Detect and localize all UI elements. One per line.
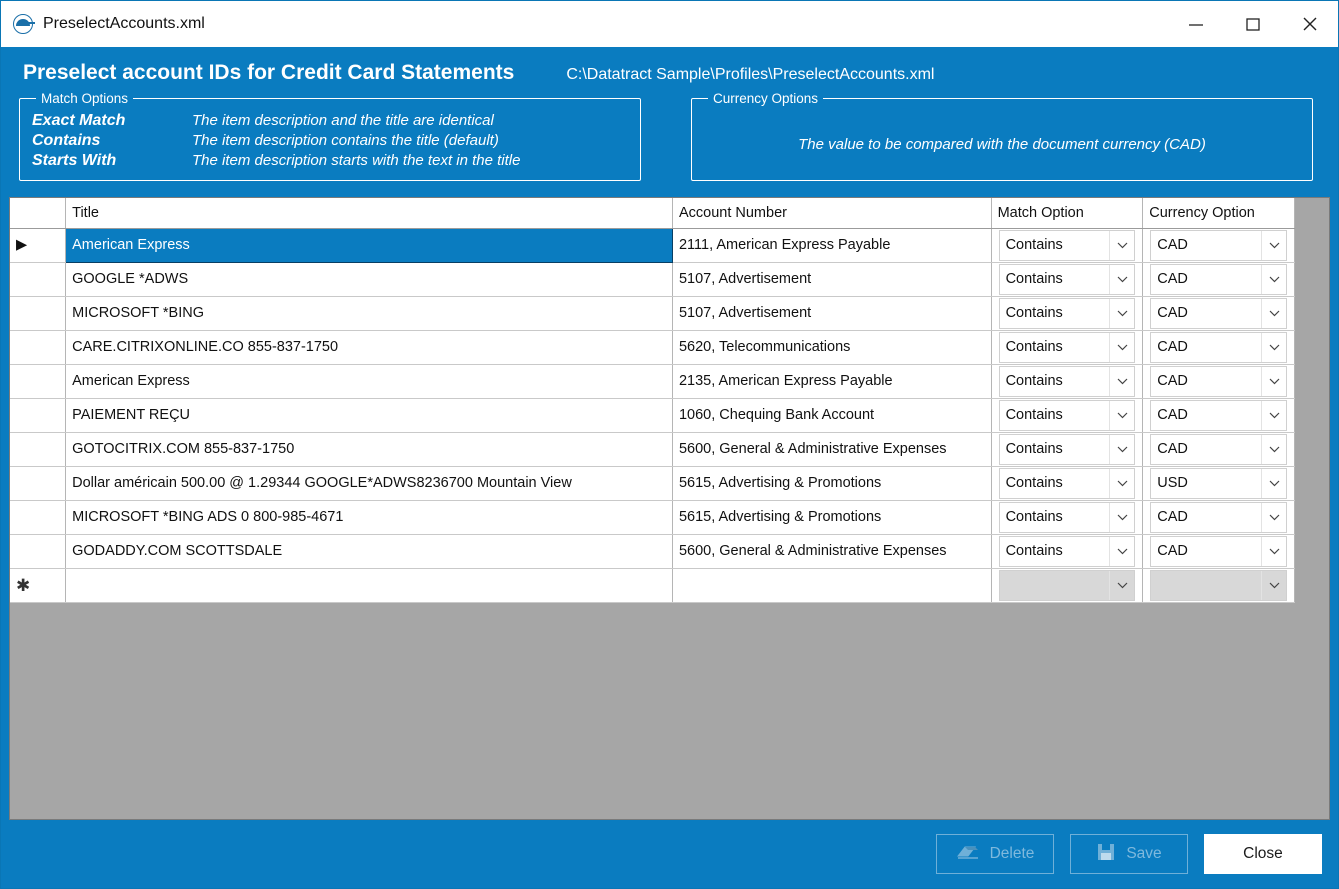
match-option-combo[interactable] (999, 536, 1136, 567)
chevron-down-icon[interactable] (1261, 503, 1286, 532)
chevron-down-icon[interactable] (1109, 469, 1134, 498)
currency-option-value: CAD (1157, 441, 1188, 457)
table-row[interactable] (10, 466, 1295, 500)
cell-account-number[interactable]: 5107, Advertisement (672, 262, 991, 296)
cell-currency-option[interactable] (1143, 296, 1295, 330)
chevron-down-icon[interactable] (1261, 299, 1286, 328)
chevron-down-icon[interactable] (1261, 333, 1286, 362)
window-controls (1167, 1, 1338, 47)
currency-option-value: CAD (1157, 543, 1188, 559)
chevron-down-icon[interactable] (1261, 231, 1286, 260)
currency-option-combo[interactable] (1150, 468, 1287, 499)
cell-title[interactable]: CARE.CITRIXONLINE.CO 855-837-1750 (66, 330, 673, 364)
match-option-value: Contains (1005, 373, 1063, 389)
table-row[interactable] (10, 364, 1295, 398)
column-header-title[interactable]: Title (66, 198, 673, 228)
cell-account-number[interactable]: 5107, Advertisement (672, 296, 991, 330)
cell-match-option[interactable] (991, 398, 1143, 432)
currency-option-value: CAD (1157, 305, 1188, 321)
table-row[interactable] (10, 330, 1295, 364)
cell-currency-option[interactable] (1143, 466, 1295, 500)
currency-option-combo[interactable] (1150, 264, 1287, 295)
table-body (10, 228, 1295, 602)
currency-options-legend: Currency Options (713, 91, 819, 106)
cell-title[interactable]: MICROSOFT *BING (66, 296, 673, 330)
table-new-row[interactable] (10, 568, 1295, 602)
currency-option-value: CAD (1157, 237, 1188, 253)
chevron-down-icon[interactable] (1261, 435, 1286, 464)
match-options-list (32, 112, 628, 170)
match-option-value: Contains (1005, 305, 1063, 321)
chevron-down-icon[interactable] (1261, 265, 1286, 294)
table-row[interactable] (10, 296, 1295, 330)
row-marker (10, 398, 66, 432)
chevron-down-icon[interactable] (1109, 503, 1134, 532)
currency-option-combo[interactable] (1150, 570, 1287, 601)
row-marker (10, 262, 66, 296)
cell-title[interactable]: American Express (66, 364, 673, 398)
save-button[interactable] (1070, 834, 1188, 874)
chevron-down-icon[interactable] (1109, 571, 1134, 600)
currency-option-combo[interactable] (1150, 536, 1287, 567)
cell-title[interactable]: Dollar américain 500.00 @ 1.29344 GOOGLE*ADWS8236700 Mountain View (66, 466, 673, 500)
table-header-row (10, 198, 1295, 228)
media-player-icon (13, 14, 33, 34)
cell-account-number[interactable]: 5620, Telecommunications (672, 330, 991, 364)
chevron-down-icon[interactable] (1261, 401, 1286, 430)
cell-currency-option[interactable] (1143, 534, 1295, 568)
cell-account-number[interactable]: 1060, Chequing Bank Account (672, 398, 991, 432)
cell-account-number[interactable]: 5600, General & Administrative Expenses (672, 432, 991, 466)
table-row[interactable] (10, 432, 1295, 466)
row-marker (10, 330, 66, 364)
currency-option-combo[interactable] (1150, 366, 1287, 397)
match-options-legend: Match Options (41, 91, 129, 106)
match-option-combo[interactable] (999, 230, 1136, 261)
match-option-desc: The item description starts with the text in the title (192, 152, 521, 169)
close-button-label: Close (1243, 845, 1283, 862)
row-marker (10, 500, 66, 534)
floppy-disk-icon (1096, 842, 1116, 867)
currency-option-combo[interactable] (1150, 298, 1287, 329)
cell-account-number[interactable] (672, 568, 991, 602)
cell-account-number[interactable]: 5600, General & Administrative Expenses (672, 534, 991, 568)
new-row-marker: ✱ (10, 568, 66, 602)
header-area (1, 47, 1338, 187)
chevron-down-icon[interactable] (1109, 333, 1134, 362)
match-option-combo[interactable] (999, 468, 1136, 499)
match-options-group (19, 91, 641, 181)
cell-currency-option[interactable] (1143, 568, 1295, 602)
match-option-value: Contains (1005, 271, 1063, 287)
cell-currency-option[interactable] (1143, 330, 1295, 364)
chevron-down-icon[interactable] (1109, 265, 1134, 294)
match-option-term: Contains (32, 132, 101, 149)
match-option-combo[interactable] (999, 298, 1136, 329)
cell-match-option[interactable] (991, 432, 1143, 466)
row-marker (10, 364, 66, 398)
chevron-down-icon[interactable] (1261, 469, 1286, 498)
currency-option-value: CAD (1157, 339, 1188, 355)
minimize-icon[interactable] (1167, 1, 1224, 47)
file-path: C:\Datatract Sample\Profiles\PreselectAccounts.xml (566, 66, 935, 83)
chevron-down-icon[interactable] (1109, 231, 1134, 260)
currency-option-combo[interactable] (1150, 230, 1287, 261)
currency-options-group (691, 91, 1313, 181)
match-option-value: Contains (1005, 407, 1063, 423)
match-option-value: Contains (1005, 339, 1063, 355)
cell-account-number[interactable]: 5615, Advertising & Promotions (672, 466, 991, 500)
cell-currency-option[interactable] (1143, 432, 1295, 466)
column-header-match-option[interactable]: Match Option (991, 198, 1143, 228)
chevron-down-icon[interactable] (1261, 571, 1286, 600)
cell-match-option[interactable] (991, 330, 1143, 364)
cell-title[interactable]: GODADDY.COM SCOTTSDALE (66, 534, 673, 568)
cell-title[interactable]: GOOGLE *ADWS (66, 262, 673, 296)
maximize-icon[interactable] (1224, 1, 1281, 47)
currency-option-value: USD (1157, 475, 1188, 491)
delete-button[interactable] (936, 834, 1054, 874)
cell-account-number[interactable]: 2111, American Express Payable (672, 228, 991, 262)
table-row[interactable] (10, 500, 1295, 534)
chevron-down-icon[interactable] (1109, 367, 1134, 396)
cell-match-option[interactable] (991, 568, 1143, 602)
currency-option-value: CAD (1157, 271, 1188, 287)
page-title: Preselect account IDs for Credit Card Statements (23, 61, 515, 84)
match-option-combo[interactable] (999, 502, 1136, 533)
cell-account-number[interactable]: 5615, Advertising & Promotions (672, 500, 991, 534)
currency-option-value: CAD (1157, 407, 1188, 423)
footer-bar (1, 820, 1338, 888)
currency-option-combo[interactable] (1150, 502, 1287, 533)
match-option-combo[interactable] (999, 434, 1136, 465)
preselect-accounts-table (10, 198, 1295, 603)
match-option-term: Exact Match (32, 112, 126, 129)
cell-title[interactable] (66, 568, 673, 602)
cell-match-option[interactable] (991, 466, 1143, 500)
chevron-down-icon[interactable] (1109, 435, 1134, 464)
row-marker (10, 296, 66, 330)
currency-options-text: The value to be compared with the document currency (CAD) (798, 136, 1206, 153)
match-option-combo[interactable] (999, 400, 1136, 431)
match-option-combo[interactable] (999, 366, 1136, 397)
title-bar (1, 1, 1338, 47)
cell-title[interactable]: American Express (66, 228, 673, 262)
chevron-down-icon[interactable] (1261, 537, 1286, 566)
chevron-down-icon[interactable] (1261, 367, 1286, 396)
currency-option-combo[interactable] (1150, 400, 1287, 431)
table-row[interactable] (10, 228, 1295, 262)
table-row[interactable] (10, 262, 1295, 296)
close-icon[interactable] (1281, 1, 1338, 47)
match-option-combo[interactable] (999, 570, 1136, 601)
match-option-desc: The item description contains the title (default) (192, 132, 499, 149)
table-row[interactable] (10, 534, 1295, 568)
options-groups (1, 91, 1338, 181)
match-option-value: Contains (1005, 509, 1063, 525)
match-option-value: Contains (1005, 543, 1063, 559)
match-option-desc: The item description and the title are identical (192, 112, 494, 129)
chevron-down-icon[interactable] (1109, 401, 1134, 430)
cell-currency-option[interactable] (1143, 398, 1295, 432)
cell-currency-option[interactable] (1143, 500, 1295, 534)
column-header-marker[interactable] (10, 198, 66, 228)
save-button-label: Save (1126, 845, 1162, 862)
cell-currency-option[interactable] (1143, 364, 1295, 398)
match-option-value: Contains (1005, 237, 1063, 253)
row-marker (10, 466, 66, 500)
chevron-down-icon[interactable] (1109, 537, 1134, 566)
currency-option-combo[interactable] (1150, 332, 1287, 363)
close-button[interactable] (1204, 834, 1322, 874)
match-option-value: Contains (1005, 475, 1063, 491)
delete-button-label: Delete (989, 845, 1035, 862)
cell-currency-option[interactable] (1143, 262, 1295, 296)
cell-match-option[interactable] (991, 364, 1143, 398)
cell-currency-option[interactable] (1143, 228, 1295, 262)
currency-option-combo[interactable] (1150, 434, 1287, 465)
cell-title[interactable]: MICROSOFT *BING ADS 0 800-985-4671 (66, 500, 673, 534)
cell-match-option[interactable] (991, 262, 1143, 296)
cell-title[interactable]: GOTOCITRIX.COM 855-837-1750 (66, 432, 673, 466)
match-option-term: Starts With (32, 152, 117, 169)
eraser-icon (956, 843, 980, 866)
match-option-value: Contains (1005, 441, 1063, 457)
row-marker: ▶ (10, 228, 66, 262)
match-option-combo[interactable] (999, 264, 1136, 295)
currency-option-value: CAD (1157, 509, 1188, 525)
table-row[interactable] (10, 398, 1295, 432)
currency-option-value: CAD (1157, 373, 1188, 389)
chevron-down-icon[interactable] (1109, 299, 1134, 328)
cell-match-option[interactable] (991, 534, 1143, 568)
column-header-currency-option[interactable]: Currency Option (1143, 198, 1295, 228)
cell-match-option[interactable] (991, 296, 1143, 330)
match-option-combo[interactable] (999, 332, 1136, 363)
header-row (1, 47, 1338, 91)
row-marker (10, 432, 66, 466)
cell-match-option[interactable] (991, 500, 1143, 534)
data-grid[interactable] (9, 197, 1330, 820)
cell-title[interactable]: PAIEMENT REÇU (66, 398, 673, 432)
window-title: PreselectAccounts.xml (43, 14, 205, 32)
row-marker (10, 534, 66, 568)
column-header-account-number[interactable]: Account Number (672, 198, 991, 228)
cell-match-option[interactable] (991, 228, 1143, 262)
cell-account-number[interactable]: 2135, American Express Payable (672, 364, 991, 398)
